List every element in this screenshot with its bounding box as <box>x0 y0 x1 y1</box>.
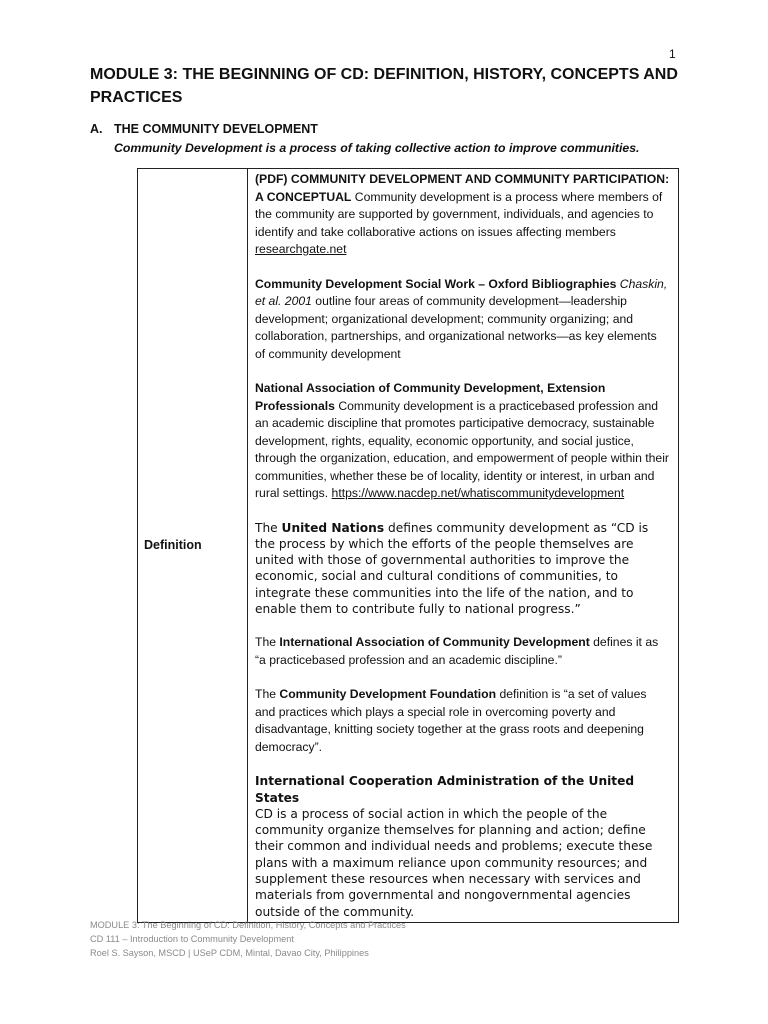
definition-entry-oxford <box>255 276 670 364</box>
researchgate-link[interactable]: researchgate.net <box>255 242 347 256</box>
entry-text: definition is “a set of values and practices which plays a special role in overcoming poverty and disadvantage, knitting society together at the grass roots and deepening democracy”. <box>255 687 647 754</box>
entry-prefix: The <box>255 635 280 650</box>
definition-entry-cdf <box>255 686 670 756</box>
row-label: Definition <box>138 169 248 923</box>
entry-source: Community Development Foundation <box>279 687 497 702</box>
entry-text: outline four areas of community development—leadership development; organizational development; community organizing; and collaboration, partnerships, and organizational networks—as key elements of community development <box>255 294 657 361</box>
footer-author: Roel S. Sayson, MSCD | USeP CDM, Mintal, Davao City, Philippines <box>90 948 369 958</box>
definition-table <box>137 168 679 923</box>
entry-citation: Chaskin, et al. 2001 <box>255 276 668 308</box>
page-number: 1 <box>669 47 676 61</box>
entry-source: International Association of Community Development <box>279 635 590 650</box>
entry-text: Community development is a practicebased profession and an academic discipline that promotes participative democracy, sustainable development, rights, equality, economic opportunity, and social justice, through the organization, education, and empowerment of people within their communities, whether these be of locality, identity or interest, in urban and rural settings. <box>255 398 669 500</box>
footer-module: MODULE 3: The Beginning of CD: Definition, History, Concepts and Practices <box>90 920 406 930</box>
entry-source: International Cooperation Administration of the United States <box>255 774 635 805</box>
entry-source: National Association of Community Development, Extension Professionals <box>255 381 606 413</box>
entry-prefix: The <box>255 687 280 702</box>
entry-prefix: The <box>255 520 282 535</box>
entry-source: Community Development Social Work – Oxford Bibliographies <box>255 276 617 291</box>
entry-text: CD is a process of social action in which the people of the community organize themselves for planning and action; define their common and individual needs and problems; execute these plans with a maximum reliance upon community resources; and supplement these resources when necessary with services and materials from governmental and nongovernmental agencies outside of the community. <box>255 806 653 919</box>
section-subheading: Community Development is a process of taking collective action to improve communities. <box>114 141 640 155</box>
entry-source: (PDF) COMMUNITY DEVELOPMENT AND COMMUNITY PARTICIPATION: A CONCEPTUAL <box>255 172 670 204</box>
nacdep-link[interactable]: https://www.nacdep.net/whatiscommunitydevelopment <box>331 486 625 500</box>
entry-text: defines it as “a practicebased profession and an academic discipline.” <box>255 635 659 667</box>
definitions-cell <box>248 169 679 923</box>
section-heading <box>90 121 318 138</box>
module-title: MODULE 3: THE BEGINNING OF CD: DEFINITION, HISTORY, CONCEPTS AND PRACTICES <box>90 66 678 106</box>
definition-entry-ica <box>255 773 670 920</box>
section-heading-text: THE COMMUNITY DEVELOPMENT <box>114 122 318 136</box>
entry-text: Community development is a process where members of the community are supported by government, individuals, and agencies to identify and take collaborative actions on issues affecting members <box>255 189 663 239</box>
table-row <box>138 169 679 923</box>
page-footer <box>90 918 406 960</box>
definition-entry-researchgate <box>255 171 670 259</box>
section-letter: A. <box>90 122 103 136</box>
entry-source: United Nations <box>281 520 385 535</box>
definition-entry-nacdep <box>255 380 670 503</box>
entry-text: defines community development as “CD is the process by which the efforts of the people themselves are united with those of governmental authorities to improve the economic, social and cultural conditions of communities, to integrate these communities into the life of the nation, and to enable them to contribute fully to national progress.” <box>255 520 649 616</box>
footer-course: CD 111 – Introduction to Community Development <box>90 934 294 944</box>
definition-entry-iacd <box>255 634 670 669</box>
definition-entry-un <box>255 520 670 618</box>
